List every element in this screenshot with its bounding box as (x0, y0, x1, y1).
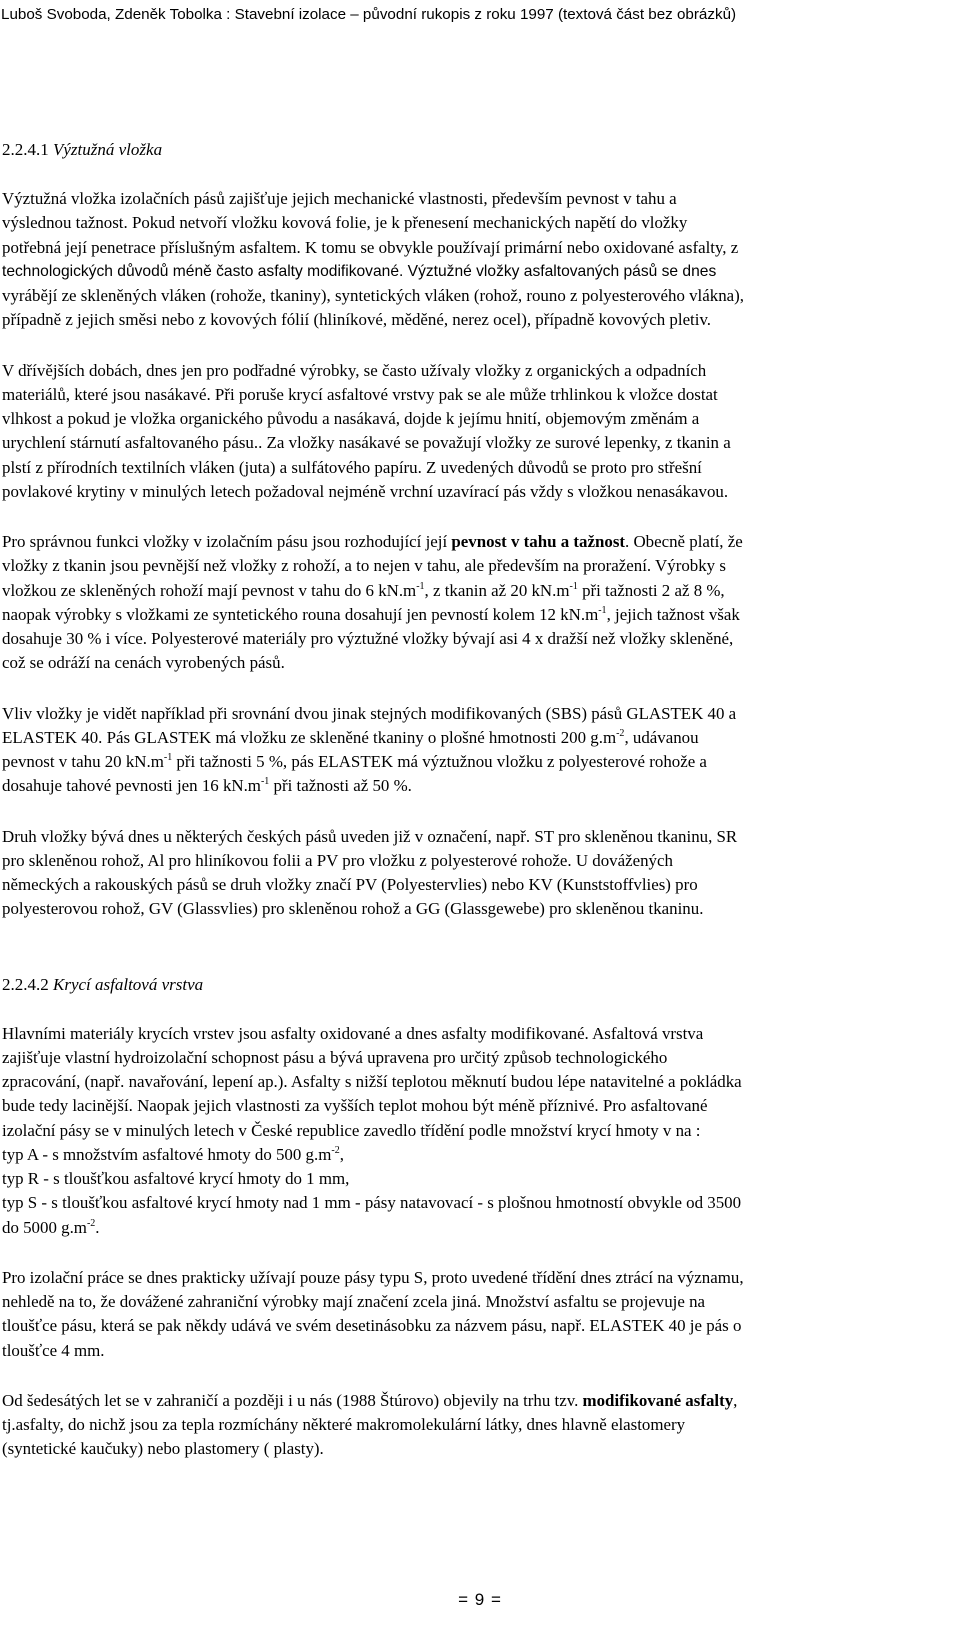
section-heading (2, 138, 954, 162)
paragraph (2, 1022, 954, 1240)
text-line: (syntetické kaučuky) nebo plastomery ( plasty). (2, 1439, 324, 1459)
section-title: Krycí asfaltová vrstva (53, 974, 204, 994)
text-line: Pro správnou funkci vložky v izolačním pásu jsou rozhodující její pevnost v tahu a tažnost. Obecně platí, že (2, 532, 743, 551)
text-line: vyrábějí ze skleněných vláken (rohože, tkaniny), syntetických vláken (rohož, rouno z polyesterového vlákna), (2, 286, 744, 305)
text-line: potřebná její penetrace příslušným asfaltem. K tomu se obvykle používají primární nebo oxidované asfalty, z (2, 237, 739, 257)
text-line: případně z jejich směsi nebo z kovových fólií (hliníkové, měděné, nerez ocel), případně kovových pletiv. (2, 310, 712, 330)
text-line: dosahuje tahové pevnosti jen 16 $kN.m^{-1}$ při tažnosti až 50 %. (2, 776, 412, 796)
text-line: Druh vložky bývá dnes u některých českých pásů uveden již v označení, např. ST pro skleněnou tkaninu, SR (2, 826, 738, 846)
text-line: plstí z přírodních textilních vláken (juta) a sulfátového papíru. Z uvedených důvodů se proto pro střešní (2, 457, 702, 477)
running-header: Luboš Svoboda, Zdeněk Tobolka : Stavební izolace – původní rukopis z roku 1997 (textová část bez obrázků) (1, 6, 737, 23)
text-line: do 5000 $g.m^{-2}$. (2, 1217, 100, 1237)
text-line: výslednou tažnost. Pokud netvoří vložku kovová folie, je k přenesení mechanických napětí do vložky (2, 213, 688, 233)
text-line: izolační pásy se v minulých letech v České republice zavedlo třídění podle množství krycí hmoty v na : (2, 1120, 701, 1140)
text-line: naopak výrobky s vložkami ze syntetického rouna dosahují jen pevností kolem 12 $kN.m^{-1}$, jejich tažnost však (2, 604, 740, 624)
text-line: ELASTEK 40. Pás GLASTEK má vložku ze skleněné tkaniny o plošné hmotnosti 200 $g.m^{-2}$, udávanou (2, 727, 699, 747)
text-line: povlakové krytiny v minulých letech požadoval nejméně vrchní uzavírací pás vždy s vložkou nenasákavou. (2, 481, 729, 501)
paragraph (2, 825, 954, 922)
text-line: Pro izolační práce se dnes prakticky užívají pouze pásy typu S, proto uvedené třídění dnes ztrácí na významu, (2, 1267, 744, 1287)
section-number: 2.2.4.2 (2, 974, 49, 994)
text-line: typ R - s tloušťkou asfaltové krycí hmoty do 1 mm, (2, 1169, 350, 1188)
text-line: pevnost v tahu 20 $kN.m^{-1}$ při tažnosti 5 %, pás ELASTEK má výztužnou vložku z polyesterové rohože a (2, 752, 707, 771)
bold-term: pevnost v tahu a tažnost (451, 532, 626, 551)
text-line: urychlení stárnutí asfaltovaného pásu.. Za vložky nasákavé se považují vložky ze surové lepenky, z tkanin a (2, 433, 731, 453)
text-line: typ S - s tloušťkou asfaltové krycí hmoty nad 1 mm - pásy natavovací - s plošnou hmotností obvykle od 3500 (2, 1193, 742, 1213)
text-line: tj.asfalty, do nichž jsou za tepla rozmíchány některé makromolekulární látky, dnes hlavně elastomery (2, 1415, 686, 1434)
text-line: pro skleněnou rohož, Al pro hliníkovou folii a PV pro vložku z polyesterové rohože. U dovážených (2, 850, 673, 870)
text-line: Výztužná vložka izolačních pásů zajišťuje jejich mechanické vlastnosti, především pevnost v tahu a (2, 189, 677, 208)
page-number: = 9 = (458, 1590, 502, 1609)
section-title: Výztužná vložka (53, 140, 163, 159)
text-line: vložkou ze skleněných rohoží mají pevnost v tahu do 6 $kN.m^{-1}$, z tkanin až 20 $kN.m^{-1}$ při tažnosti 2 až 8 %, (2, 580, 725, 600)
text-line: Vliv vložky je vidět například při srovnání dvou jinak stejných modifikovaných (SBS) pásů GLASTEK 40 a (2, 703, 737, 723)
text-line: materiálů, které jsou nasákavé. Při poruše krycí asfaltové vrstvy pak se ale může trhlinkou k vložce dostat (2, 384, 718, 404)
text-line: Hlavními materiály krycích vrstev jsou asfalty oxidované a dnes asfalty modifikované. Asfaltová vrstva (2, 1023, 704, 1043)
text-line: V dřívějších dobách, dnes jen pro podřadné výrobky, se často užívaly vložky z organických a odpadních (2, 360, 707, 380)
text-line: nehledě na to, že dovážené zahraniční výrobky mají značení zcela jiná. Množství asfaltu se projevuje na (2, 1292, 706, 1311)
text-line: typ A - s množstvím asfaltové hmoty do 500 $g.m^{-2}$, (2, 1144, 344, 1164)
section-number: 2.2.4.1 (2, 140, 49, 159)
text-line: tloušťce pásu, která se pak někdy udává ve svém desetinásobku za názvem pásu, např. ELASTEK 40 je pás o (2, 1316, 742, 1336)
section-heading (2, 973, 954, 997)
paragraph (2, 702, 954, 799)
text-line: vložky z tkanin jsou pevnější než vložky z rohoží, a to nejen v tahu, ale především na proražení. Výrobky s (2, 556, 726, 576)
paragraph (2, 1389, 954, 1462)
text-line: dosahuje 30 % i více. Polyesterové materiály pro výztužné vložky bývají asi 4 x dražší než vložky skleněné, (2, 629, 734, 648)
text-line: technologických důvodů méně často asfalty modifikované. Výztužné vložky asfaltovaných pásů se dnes (2, 262, 717, 280)
text-line: zpracování, (např. navařování, lepení ap.). Asfalty s nižší teplotou měknutí budou lépe natavitelné a pokládka (2, 1072, 742, 1091)
text-line: což se odráží na cenách vyrobených pásů. (2, 653, 285, 673)
bold-term: modifikované asfalty (582, 1390, 734, 1410)
paragraph (2, 530, 954, 676)
text-line: bude tedy lacinější. Naopak jejich vlastnosti za vyšších teplot mohou být méně příznivé. Pro asfaltované (2, 1096, 708, 1116)
text-line: německých a rakouských pásů se druh vložky značí PV (Polyestervlies) nebo KV (Kunststoffvlies) pro (2, 875, 698, 894)
text-line: polyesterovou rohož, GV (Glassvlies) pro skleněnou rohož a GG (Glassgewebe) pro skleněnou tkaninu. (2, 899, 704, 919)
paragraph (2, 187, 954, 333)
text-line: vlhkost a pokud je vložka organického původu a nasákavá, dojde k jejímu hnití, objemovým změnám a (2, 409, 700, 428)
text-line: tloušťce 4 mm. (2, 1340, 105, 1360)
paragraph (2, 359, 954, 505)
text-line: zajišťuje vlastní hydroizolační schopnost pásu a bývá upravena pro určitý způsob technologického (2, 1047, 668, 1067)
text-line: Od šedesátých let se v zahraničí a později i u nás (1988 Štúrovo) objevily na trhu tzv. modifikované asfalty, (2, 1390, 738, 1410)
paragraph (2, 1266, 954, 1363)
document-body (2, 138, 954, 1462)
